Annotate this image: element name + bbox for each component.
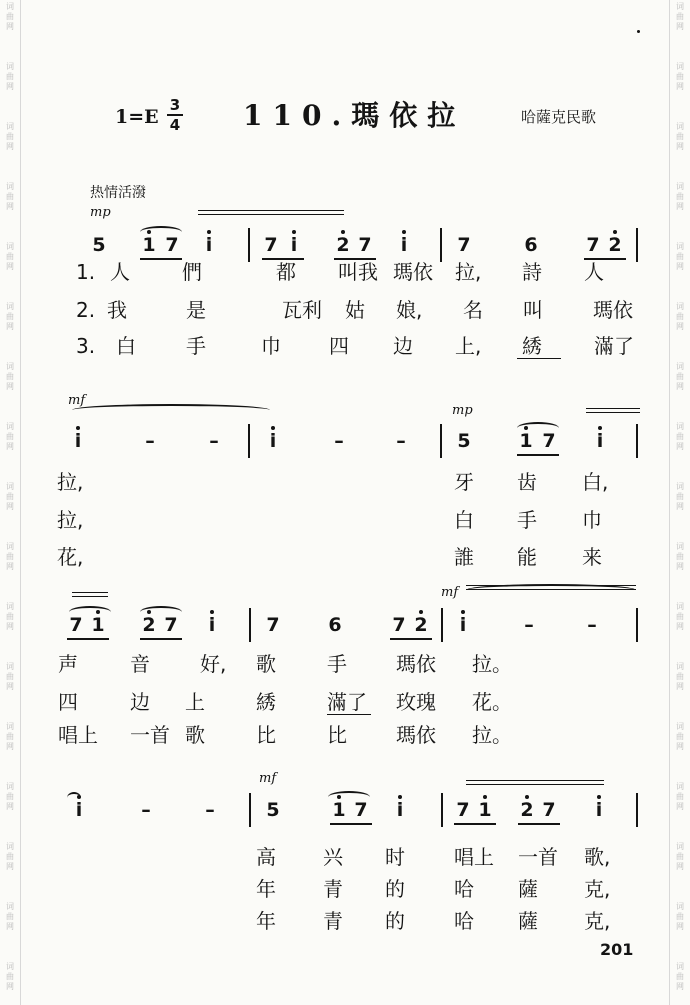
tie: [72, 404, 270, 416]
watermark-text: 词 曲 网: [676, 722, 684, 751]
note: i: [395, 234, 413, 256]
lyric-syllable: 四: [329, 334, 349, 358]
watermark-text: 词 曲 网: [676, 902, 684, 931]
note: i: [69, 430, 87, 452]
note: 1: [330, 799, 348, 821]
note: i: [264, 430, 282, 452]
note: i: [391, 799, 409, 821]
note: 2: [606, 234, 624, 256]
note: 2: [140, 614, 158, 636]
lyric-syllable: 年: [256, 877, 276, 901]
lyric-syllable: 克,: [584, 909, 611, 933]
watermark-text: 词 曲 网: [6, 962, 14, 991]
lyric-syllable: 的: [385, 909, 405, 933]
barline: [249, 608, 251, 642]
watermark-text: 词 曲 网: [676, 662, 684, 691]
watermark-text: 词 曲 网: [6, 602, 14, 631]
lyric-syllable: 薩: [518, 909, 538, 933]
lyric-syllable: 白,: [582, 470, 609, 494]
watermark-text: 词 曲 网: [6, 902, 14, 931]
watermark-text: 词 曲 网: [6, 62, 14, 91]
key-signature: 1=E: [115, 106, 159, 128]
note: i: [70, 799, 88, 821]
lyric-syllable: 拉,: [455, 260, 482, 284]
lyric-syllable: 滿了: [594, 334, 634, 358]
watermark-text: 词 曲 网: [6, 302, 14, 331]
note: 7: [358, 234, 372, 256]
slur: [140, 226, 182, 238]
dynamic-mark: mf: [259, 771, 277, 786]
note: 6: [328, 614, 342, 636]
note: 1: [89, 614, 107, 636]
lyric-syllable: 叫: [523, 298, 543, 322]
lyric-syllable: 娘,: [396, 298, 423, 322]
barline: [441, 608, 443, 642]
note: 2: [334, 234, 352, 256]
note: 6: [524, 234, 538, 256]
note: 7: [266, 614, 280, 636]
note: 1: [140, 234, 158, 256]
lyric-syllable: 巾: [261, 334, 281, 358]
lyric-syllable: 歌: [256, 652, 276, 676]
beam: [330, 823, 372, 825]
lyric-syllable: 边: [393, 334, 413, 358]
lyric-syllable: 时: [385, 845, 405, 869]
lyric-syllable: 青: [323, 877, 343, 901]
watermark-text: 词 曲 网: [676, 782, 684, 811]
lyric-syllable: 名: [463, 298, 483, 322]
lyric-syllable: 比: [256, 723, 276, 747]
lyric-syllable: 是: [186, 298, 206, 322]
dynamic-mark: mf: [68, 393, 86, 408]
lyric-syllable: 玫瑰: [396, 690, 436, 714]
lyric-syllable: 滿了: [327, 690, 367, 714]
watermark-text: 词 曲 网: [676, 302, 684, 331]
note: 7: [264, 234, 278, 256]
note: 7: [586, 234, 600, 256]
lyric-syllable: 瑪依: [593, 298, 633, 322]
lyric-syllable: 白: [454, 508, 474, 532]
dynamic-mark: mp: [90, 205, 111, 220]
note: i: [200, 234, 218, 256]
lyric-syllable: 姑: [345, 298, 365, 322]
note: 7: [542, 799, 556, 821]
lyric-syllable: 哈: [454, 877, 474, 901]
barline: [636, 424, 638, 458]
lyric-syllable: 歌: [185, 723, 205, 747]
beam: [140, 638, 182, 640]
lyric-syllable: 薩: [518, 877, 538, 901]
lyric-syllable: 綉: [256, 690, 276, 714]
lyric-syllable: 唱上: [58, 723, 98, 747]
lyric-syllable: 瓦利: [282, 298, 322, 322]
lyric-syllable: 齿: [517, 470, 537, 494]
lyric-syllable: 瑪依: [393, 260, 433, 284]
beam: [518, 823, 560, 825]
dynamic-mark: mf: [441, 585, 459, 600]
barline: [248, 228, 250, 262]
note: i: [203, 614, 221, 636]
watermark-text: 词 曲 网: [676, 122, 684, 151]
barline: [248, 424, 250, 458]
tie: [466, 584, 636, 596]
beam: [454, 823, 496, 825]
note: i: [591, 430, 609, 452]
lyric-syllable: 克,: [584, 877, 611, 901]
lyric-syllable: 边: [130, 690, 150, 714]
lyric-syllable: 比: [327, 723, 347, 747]
lyric-syllable: 手: [327, 652, 347, 676]
watermark-text: 词 曲 网: [6, 542, 14, 571]
lyric-syllable: 花,: [57, 545, 84, 569]
watermark-text: 词 曲 网: [676, 2, 684, 31]
note: –: [209, 430, 219, 452]
lyric-syllable: 高: [256, 845, 276, 869]
lyric-syllable: 哈: [454, 909, 474, 933]
watermark-text: 词 曲 网: [676, 542, 684, 571]
lyric-syllable: 音: [130, 652, 150, 676]
song-title: 110.瑪依拉: [243, 99, 466, 132]
watermark-text: 词 曲 网: [6, 482, 14, 511]
dynamic-mark: mp: [452, 403, 473, 418]
barline: [636, 228, 638, 262]
lyric-syllable: 都: [276, 260, 296, 284]
corner-mark: [637, 30, 640, 33]
watermark-text: 词 曲 网: [676, 482, 684, 511]
watermark-text: 词 曲 网: [6, 122, 14, 151]
lyric-syllable: 拉,: [57, 470, 84, 494]
lyric-syllable: 瑪依: [396, 723, 436, 747]
lyric-underline: [327, 714, 371, 715]
slur: [140, 606, 182, 618]
lyric-syllable: 好,: [200, 652, 227, 676]
lyric-syllable: 的: [385, 877, 405, 901]
lyric-syllable: 声: [58, 652, 78, 676]
note: 7: [165, 234, 179, 256]
lyric-syllable: 人: [584, 260, 604, 284]
note: –: [205, 799, 215, 821]
barline: [440, 228, 442, 262]
lyric-syllable: 叫我: [338, 260, 378, 284]
barline: [249, 793, 251, 827]
watermark-text: 词 曲 网: [6, 662, 14, 691]
lyric-underline: [517, 358, 561, 359]
lyric-syllable: 手: [517, 508, 537, 532]
note: 1: [517, 430, 535, 452]
note: 7: [392, 614, 406, 636]
lyric-syllable: 瑪依: [396, 652, 436, 676]
note: 5: [266, 799, 280, 821]
note: 7: [542, 430, 556, 452]
note: –: [145, 430, 155, 452]
lyric-syllable: 2.: [76, 298, 96, 322]
meter-top: 3: [169, 96, 181, 114]
beam: [140, 258, 182, 260]
lyric-syllable: 一首: [518, 845, 558, 869]
lyric-syllable: 唱上: [454, 845, 494, 869]
watermark-text: 词 曲 网: [676, 362, 684, 391]
lyric-syllable: 1.: [76, 260, 96, 284]
watermark-text: 词 曲 网: [676, 842, 684, 871]
slur: [328, 791, 370, 803]
note: i: [590, 799, 608, 821]
tempo-marking: 热情活潑: [90, 185, 146, 201]
page-number: 201: [600, 940, 634, 959]
tie: [67, 792, 81, 804]
watermark-text: 词 曲 网: [6, 182, 14, 211]
lyric-syllable: 誰: [454, 545, 474, 569]
time-signature: [167, 96, 183, 134]
lyric-syllable: 們: [182, 260, 202, 284]
watermark-text: 词 曲 网: [6, 242, 14, 271]
note: –: [524, 614, 534, 636]
lyric-syllable: 人: [110, 260, 130, 284]
barline: [440, 424, 442, 458]
lyric-syllable: 来: [582, 545, 602, 569]
watermark-text: 词 曲 网: [6, 722, 14, 751]
note: 7: [164, 614, 178, 636]
lyric-syllable: 手: [186, 334, 206, 358]
watermark-text: 词 曲 网: [676, 422, 684, 451]
lyric-syllable: 一首: [130, 723, 170, 747]
lyric-syllable: 綉: [522, 334, 542, 358]
note: 5: [457, 430, 471, 452]
note: 7: [456, 799, 470, 821]
lyric-syllable: 牙: [454, 470, 474, 494]
lyric-syllable: 上,: [455, 334, 482, 358]
beam: [390, 638, 432, 640]
note: 2: [518, 799, 536, 821]
beam: [517, 454, 559, 456]
lyric-syllable: 拉。: [472, 723, 512, 747]
lyric-syllable: 白: [116, 334, 136, 358]
slur: [69, 606, 111, 618]
lyric-syllable: 拉,: [57, 508, 84, 532]
lyric-syllable: 歌,: [584, 845, 611, 869]
note: 1: [476, 799, 494, 821]
note: 7: [69, 614, 83, 636]
barline: [441, 793, 443, 827]
watermark-text: 词 曲 网: [676, 602, 684, 631]
watermark-text: 词 曲 网: [6, 842, 14, 871]
lyric-syllable: 上: [185, 690, 205, 714]
note: –: [334, 430, 344, 452]
watermark-text: 词 曲 网: [6, 782, 14, 811]
note: –: [141, 799, 151, 821]
lyric-syllable: 花。: [472, 690, 512, 714]
slur: [517, 422, 559, 434]
note: i: [285, 234, 303, 256]
watermark-text: 词 曲 网: [6, 422, 14, 451]
note: 7: [457, 234, 471, 256]
note: –: [587, 614, 597, 636]
lyric-syllable: 巾: [582, 508, 602, 532]
note: 2: [412, 614, 430, 636]
lyric-syllable: 青: [323, 909, 343, 933]
watermark-text: 词 曲 网: [676, 242, 684, 271]
note: i: [454, 614, 472, 636]
barline: [636, 793, 638, 827]
barline: [636, 608, 638, 642]
note: 7: [354, 799, 368, 821]
lyric-syllable: 四: [58, 690, 78, 714]
watermark-text: 词 曲 网: [676, 62, 684, 91]
song-source: 哈薩克民歌: [521, 108, 597, 126]
watermark-text: 词 曲 网: [6, 2, 14, 31]
meter-bottom: 4: [169, 116, 181, 134]
note: 5: [92, 234, 106, 256]
lyric-syllable: 拉。: [472, 652, 512, 676]
lyric-syllable: 3.: [76, 334, 96, 358]
lyric-syllable: 年: [256, 909, 276, 933]
watermark-text: 词 曲 网: [676, 962, 684, 991]
watermark-text: 词 曲 网: [6, 362, 14, 391]
note: –: [396, 430, 406, 452]
lyric-syllable: 我: [107, 298, 127, 322]
beam: [67, 638, 109, 640]
lyric-syllable: 能: [517, 545, 537, 569]
watermark-text: 词 曲 网: [676, 182, 684, 211]
lyric-syllable: 兴: [323, 845, 343, 869]
lyric-syllable: 詩: [522, 260, 542, 284]
